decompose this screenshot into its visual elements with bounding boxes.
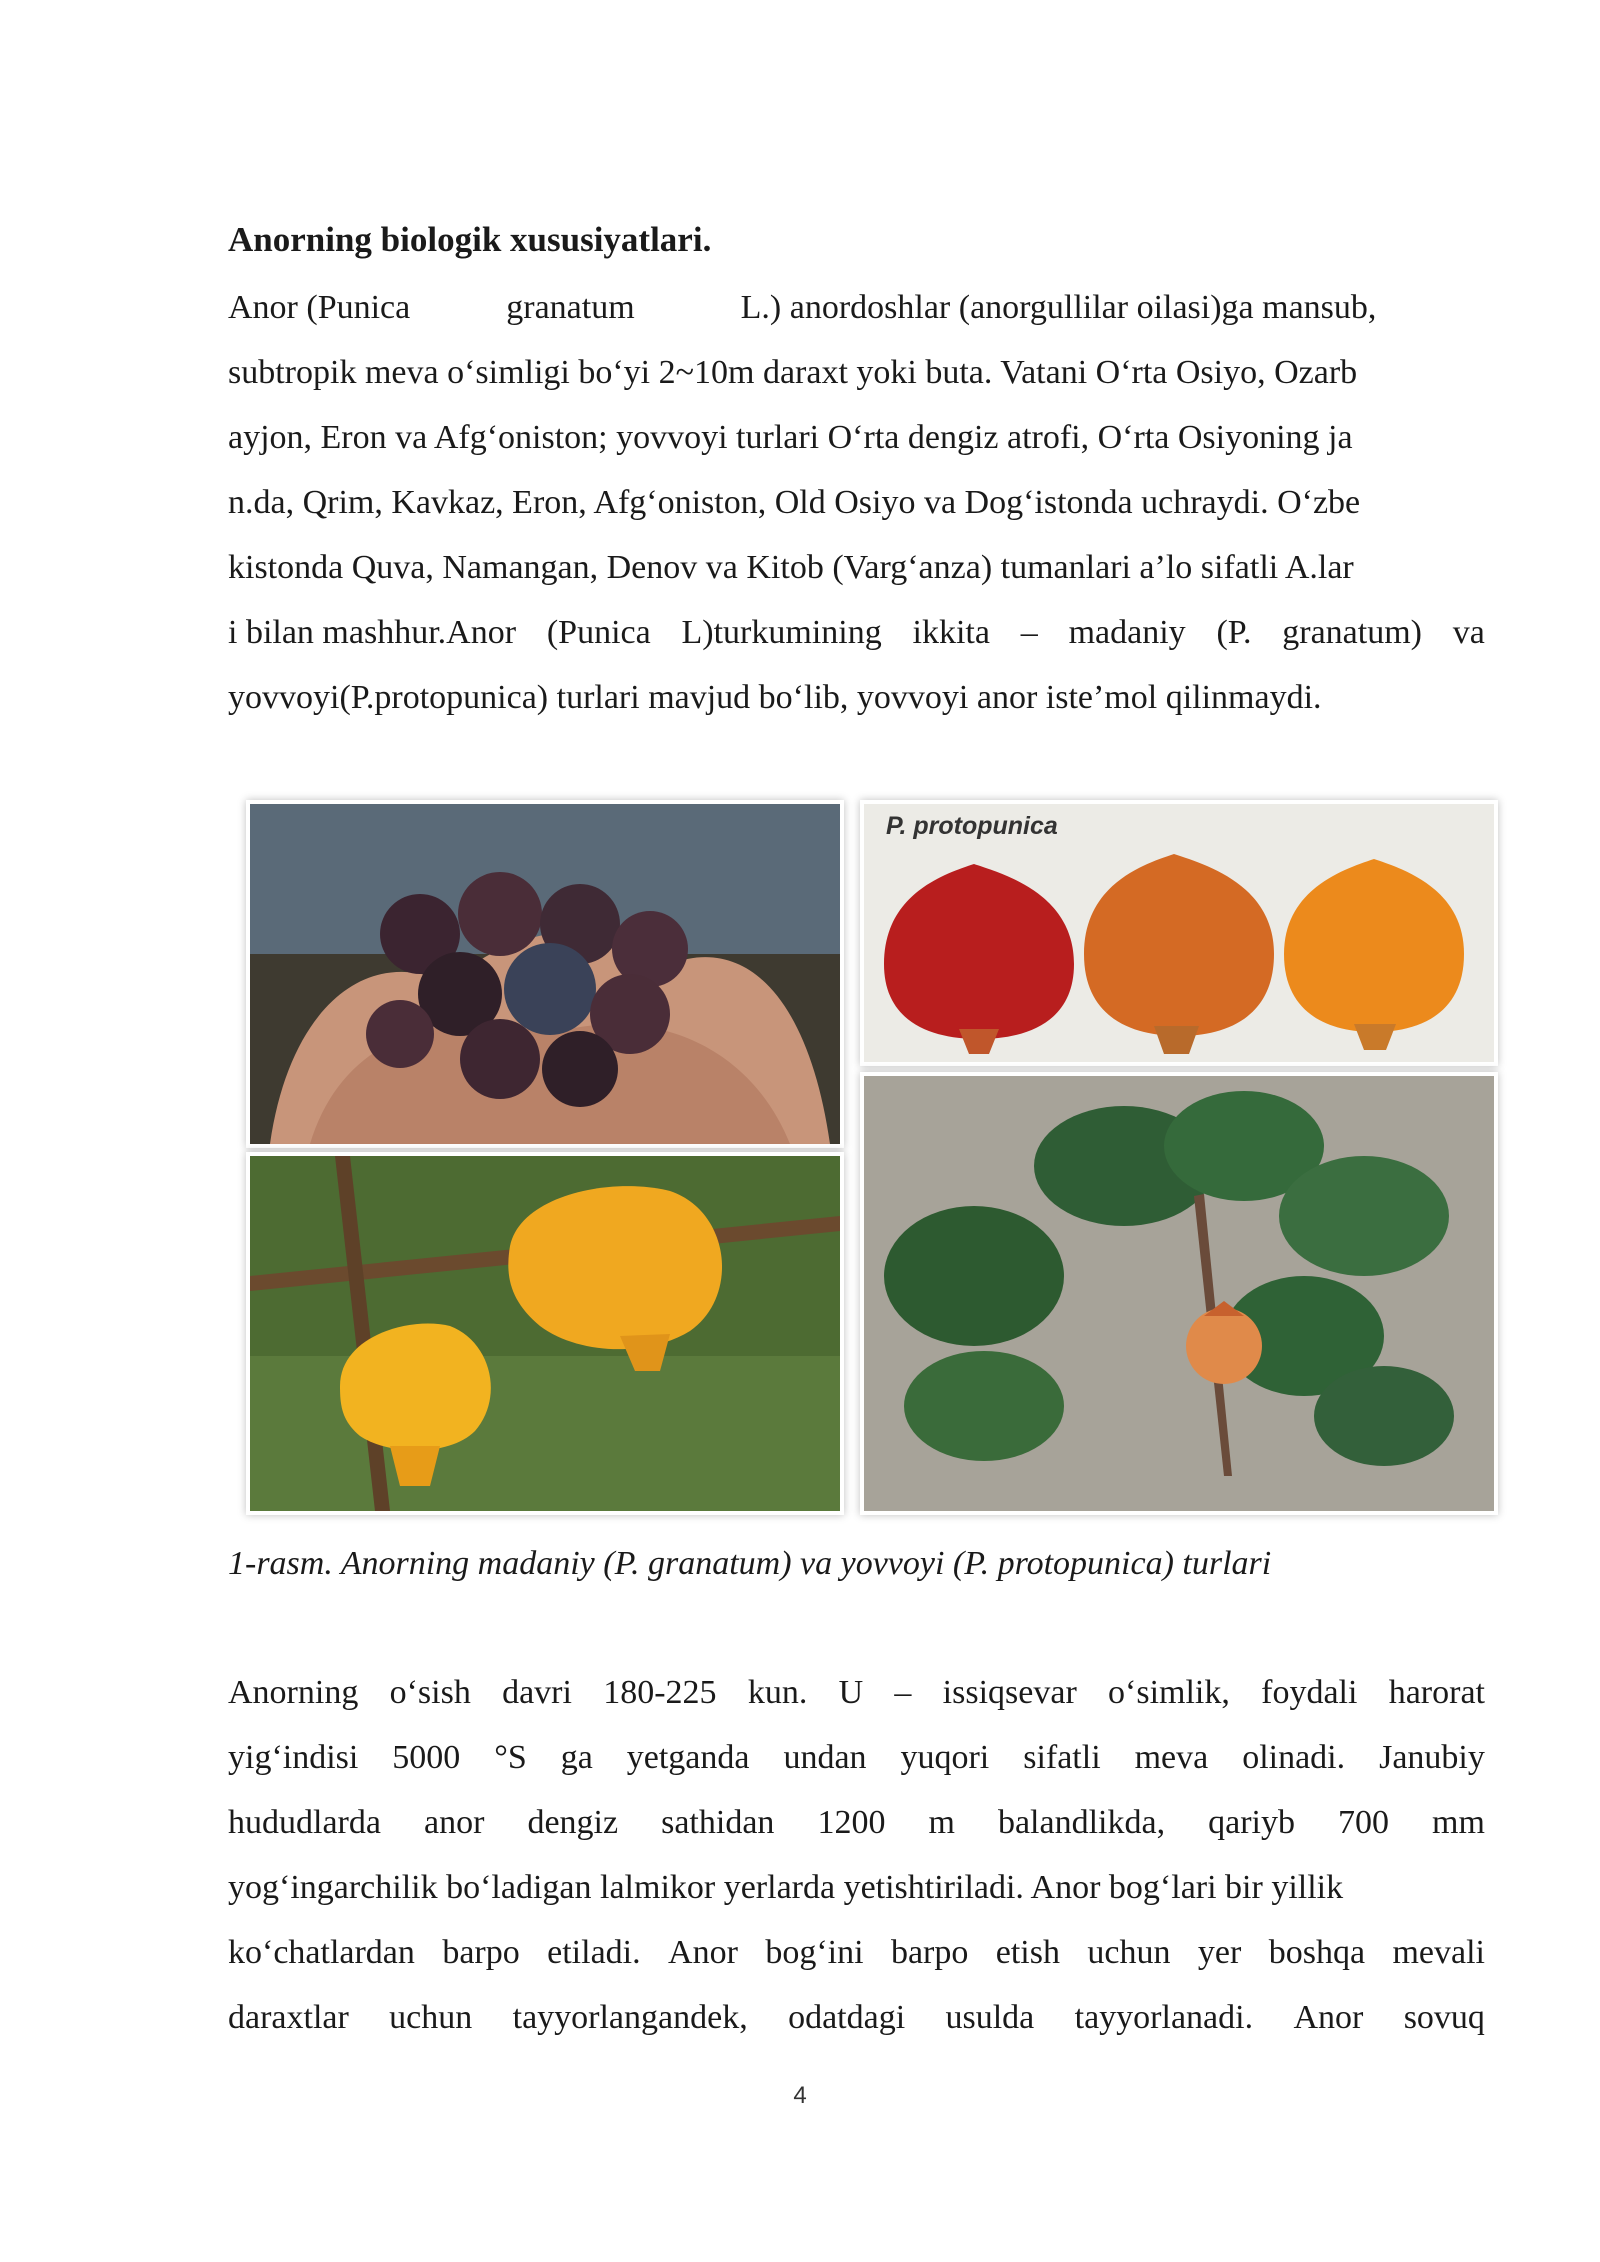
text-word: ga [560, 1739, 593, 1776]
text-word: barpo [442, 1934, 520, 1971]
text-word: ko‘chatlardan [228, 1934, 415, 1971]
photo-wild-pomegranates-in-hands [246, 800, 844, 1148]
figure-pomegranate-photos [246, 800, 1496, 1510]
paragraph-line [228, 1985, 1485, 2050]
photo-yellow-pomegranates-on-tree [246, 1152, 844, 1515]
text-word: tayyorlangandek, [512, 1999, 748, 2036]
text-word: usulda [945, 1999, 1035, 2036]
paragraph-line: yovvoyi(P.protopunica) turlari mavjud bo‘lib, yovvoyi anor iste’mol qilinmaydi. [228, 679, 1322, 716]
text-word: (Punica [546, 614, 651, 651]
text-word: °S [494, 1739, 527, 1776]
text-word: – [1020, 614, 1038, 651]
text-word: Anorning [228, 1674, 359, 1711]
text-word: Anor [1293, 1999, 1364, 2036]
text-word: Janubiy [1379, 1739, 1485, 1776]
page-number: 4 [793, 2082, 807, 2109]
paragraph-line [228, 1660, 1485, 1725]
text-word: boshqa [1268, 1934, 1366, 1971]
text-word: Anor (Punica [228, 289, 411, 326]
text-word: qariyb [1208, 1804, 1295, 1841]
text-word: 1200 [817, 1804, 886, 1841]
text-word: mevali [1392, 1934, 1485, 1971]
text-word: sathidan [661, 1804, 775, 1841]
paragraph-line [228, 1920, 1485, 1985]
text-word: o‘simlik, [1108, 1674, 1230, 1711]
paragraph-line [228, 600, 1485, 665]
text-word: sifatli [1023, 1739, 1101, 1776]
text-word: yuqori [900, 1739, 990, 1776]
text-word: madaniy [1068, 614, 1186, 651]
text-word: 700 [1338, 1804, 1390, 1841]
text-word: uchun [389, 1999, 473, 2036]
paragraph-intro [228, 275, 1485, 730]
text-word: dengiz [527, 1804, 619, 1841]
paragraph-line [228, 1725, 1485, 1790]
paragraph-growth [228, 1660, 1485, 2050]
paragraph-line: n.da, Qrim, Kavkaz, Eron, Afg‘oniston, Old Osiyo va Dog‘istonda uchraydi. O‘zbe [228, 484, 1361, 521]
figure-label-protopunica: P. protopunica [886, 812, 1058, 840]
text-word: (P. [1216, 614, 1252, 651]
text-word: daraxtlar [228, 1999, 349, 2036]
text-word: i bilan mashhur.Anor [228, 614, 517, 651]
text-word: ikkita [912, 614, 990, 651]
text-word: yer [1197, 1934, 1242, 1971]
text-word: barpo [890, 1934, 969, 1971]
text-word: odatdagi [788, 1999, 906, 2036]
text-word: yetganda [626, 1739, 750, 1776]
paragraph-line: subtropik meva o‘simligi bo‘yi 2~10m daraxt yoki buta. Vatani O‘rta Osiyo, Ozarb [228, 354, 1358, 391]
paragraph-line [228, 1790, 1485, 1855]
text-word: hududlarda [228, 1804, 381, 1841]
text-word: davri [502, 1674, 572, 1711]
text-word: etish [995, 1934, 1060, 1971]
paragraph-line: yog‘ingarchilik bo‘ladigan lalmikor yerlarda yetishtiriladi. Anor bog‘lari bir yillik [228, 1869, 1344, 1906]
section-heading: Anorning biologik xususiyatlari. [228, 220, 712, 259]
text-word: granatum) [1282, 614, 1422, 651]
text-word: undan [783, 1739, 867, 1776]
text-word: bog‘ini [765, 1934, 864, 1971]
text-word: balandlikda, [997, 1804, 1166, 1841]
text-word: anor [423, 1804, 485, 1841]
text-word: granatum [506, 289, 635, 326]
text-word: kun. [747, 1674, 808, 1711]
text-word: etiladi. [547, 1934, 641, 1971]
text-word: L.) anordoshlar (anorgullilar oilasi)ga mansub, [740, 289, 1377, 326]
text-word: o‘sish [389, 1674, 471, 1711]
figure-caption: 1-rasm. Anorning madaniy (P. granatum) va yovvoyi (P. protopunica) turlari [228, 1545, 1272, 1582]
text-word: Anor [668, 1934, 738, 1971]
text-word: sovuq [1403, 1999, 1485, 2036]
text-word: tayyorlanadi. [1074, 1999, 1254, 2036]
paragraph-line: ayjon, Eron va Afg‘oniston; yovvoyi turlari O‘rta dengiz atrofi, O‘rta Osiyoning ja [228, 419, 1353, 456]
photo-protopunica-plant [860, 1072, 1498, 1515]
text-word: olinadi. [1242, 1739, 1346, 1776]
text-word: va [1452, 614, 1485, 651]
text-word: 5000 [392, 1739, 461, 1776]
text-word: yig‘indisi [228, 1739, 359, 1776]
text-word: 180-225 [603, 1674, 717, 1711]
photo-protopunica-fruits [860, 800, 1498, 1066]
text-word: harorat [1388, 1674, 1485, 1711]
text-word: L)turkumining [681, 614, 882, 651]
text-word: m [928, 1804, 955, 1841]
text-word: U [838, 1674, 864, 1711]
text-word: meva [1134, 1739, 1209, 1776]
text-word: mm [1432, 1804, 1485, 1841]
text-word: uchun [1087, 1934, 1171, 1971]
paragraph-line [228, 275, 1485, 340]
text-word: – [894, 1674, 912, 1711]
paragraph-line: kistonda Quva, Namangan, Denov va Kitob (Varg‘anza) tumanlari a’lo sifatli A.lar [228, 549, 1354, 586]
text-word: foydali [1261, 1674, 1358, 1711]
text-word: issiqsevar [942, 1674, 1077, 1711]
